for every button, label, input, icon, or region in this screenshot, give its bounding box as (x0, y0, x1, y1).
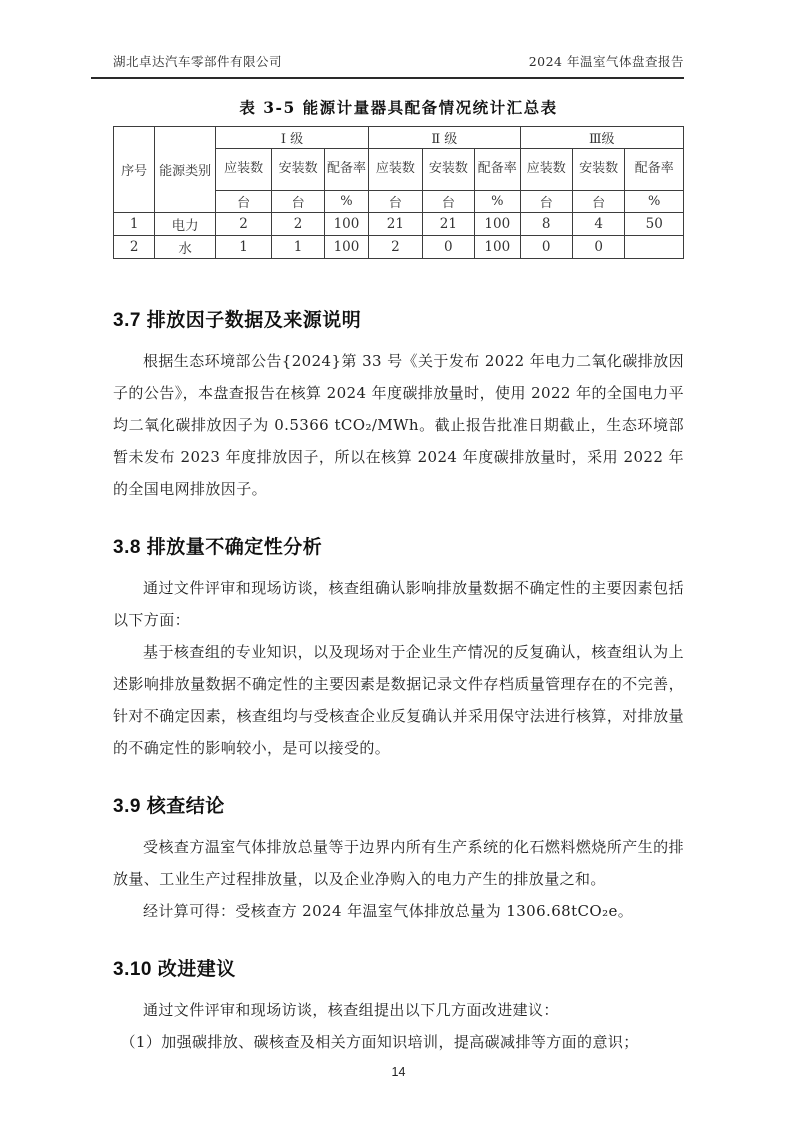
col-header: 配备率 (324, 149, 368, 191)
col-group-level1: Ⅰ 级 (215, 127, 368, 149)
table-row-water (114, 236, 684, 259)
col-header-seq: 序号 (114, 127, 155, 213)
col-header: 安装数 (572, 149, 624, 191)
cell-value: 0 (572, 236, 624, 259)
table-title: 表 3-5 能源计量器具配备情况统计汇总表 (239, 98, 558, 117)
header-company-name: 湖北卓达汽车零部件有限公司 (113, 54, 283, 69)
unit-cell: 台 (215, 191, 271, 213)
cell-value: 21 (369, 213, 422, 236)
cell-value: 100 (324, 236, 368, 259)
cell-value: 0 (520, 236, 572, 259)
section-heading-3-10: 3.10 改进建议 (113, 959, 236, 980)
col-header: 应装数 (520, 149, 572, 191)
cell-value: 8 (520, 213, 572, 236)
paragraph: 受核查方温室气体排放总量等于边界内所有生产系统的化石燃料燃烧所产生的排放量、工业生产过程排放量，以及企业净购入的电力产生的排放量之和。 (113, 838, 684, 888)
paragraph: 基于核查组的专业知识，以及现场对于企业生产情况的反复确认，核查组认为上述影响排放量数据不确定性的主要因素是数据记录文件存档质量管理存在的不完善，针对不确定因素，核查组均与受核查企业反复确认并采用保守法进行核算，对排放量的不确定性的影响较小，是可以接受的。 (113, 643, 684, 757)
cell-seq: 2 (114, 236, 155, 259)
header-report-title: 2024 年温室气体盘查报告 (528, 54, 684, 69)
cell-value: 1 (215, 236, 271, 259)
unit-cell: % (475, 191, 520, 213)
col-header: 安装数 (422, 149, 474, 191)
table-row-electricity (114, 213, 684, 236)
unit-cell: % (324, 191, 368, 213)
section-heading-3-8: 3.8 排放量不确定性分析 (113, 537, 323, 558)
unit-cell: % (625, 191, 684, 213)
paragraph: 通过文件评审和现场访谈，核查组确认影响排放量数据不确定性的主要因素包括以下方面： (113, 579, 684, 629)
paragraph: 经计算可得：受核查方 2024 年温室气体排放总量为 1306.68tCO₂e。 (143, 902, 634, 920)
header-divider (91, 77, 684, 79)
paragraph: 通过文件评审和现场访谈，核查组提出以下几方面改进建议： (143, 1001, 559, 1019)
page-header (113, 52, 684, 70)
unit-cell: 台 (272, 191, 324, 213)
cell-seq: 1 (114, 213, 155, 236)
section-heading-3-7: 3.7 排放因子数据及来源说明 (113, 310, 362, 331)
section-3-8 (113, 532, 684, 764)
col-header: 配备率 (625, 149, 684, 191)
cell-value: 1 (272, 236, 324, 259)
unit-cell: 台 (422, 191, 474, 213)
col-header-energy-type: 能源类别 (155, 127, 216, 213)
cell-value: 2 (369, 236, 422, 259)
col-header: 配备率 (475, 149, 520, 191)
section-heading-3-9: 3.9 核查结论 (113, 796, 225, 817)
section-3-9 (113, 791, 684, 927)
section-3-7 (113, 305, 684, 505)
col-group-level2: Ⅱ 级 (369, 127, 520, 149)
col-group-level3: Ⅲ级 (520, 127, 684, 149)
cell-value: 2 (272, 213, 324, 236)
cell-value: 100 (475, 213, 520, 236)
energy-metering-table (113, 126, 684, 259)
cell-value: 100 (324, 213, 368, 236)
cell-value: 100 (475, 236, 520, 259)
cell-value: 50 (625, 213, 684, 236)
cell-value: 2 (215, 213, 271, 236)
cell-value (625, 236, 684, 259)
paragraph: 根据生态环境部公告{2024}第 33 号《关于发布 2022 年电力二氧化碳排放因子的公告》，本盘查报告在核算 2024 年度碳排放量时，使用 2022 年的全国电力平均二氧化碳排放因子为 0.5366 tCO₂/MWh。截止报告批准日期截止，生态环境部暂未发布 2023 年度排放因子，所以在核算 2024 年度碳排放量时，采用 2022 年的全国电网排放因子。 (113, 352, 684, 498)
cell-energy-type: 电力 (155, 213, 216, 236)
page-number: 14 (391, 1065, 406, 1079)
col-header: 应装数 (369, 149, 422, 191)
cell-value: 0 (422, 236, 474, 259)
unit-cell: 台 (520, 191, 572, 213)
col-header: 安装数 (272, 149, 324, 191)
unit-cell: 台 (369, 191, 422, 213)
unit-cell: 台 (572, 191, 624, 213)
paragraph-list-item: （1）加强碳排放、碳核查及相关方面知识培训，提高碳减排等方面的意识； (120, 1033, 639, 1051)
cell-value: 4 (572, 213, 624, 236)
table-header-row-levels (114, 127, 684, 149)
section-3-10 (113, 954, 684, 1058)
col-header: 应装数 (215, 149, 271, 191)
cell-value: 21 (422, 213, 474, 236)
cell-energy-type: 水 (155, 236, 216, 259)
